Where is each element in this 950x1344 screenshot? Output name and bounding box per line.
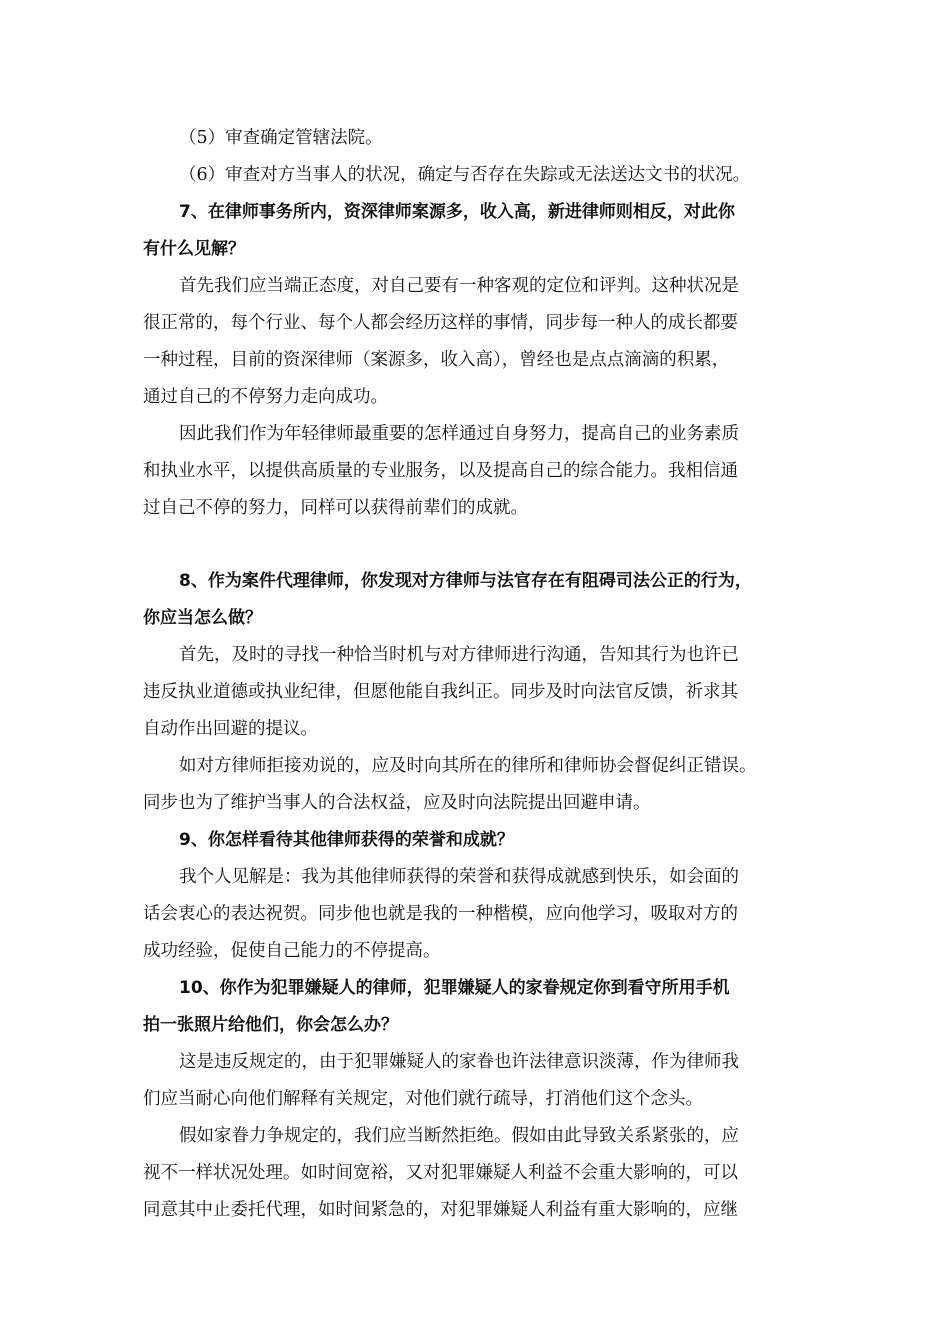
question-7-line-1: 7、在律师事务所内，资深律师案源多，收入高，新进律师则相反，对此你: [179, 202, 735, 222]
question-7-line-2: 有什么见解？: [143, 239, 245, 259]
answer-7-p1-line-3: 一种过程，目前的资深律师（案源多，收入高），曾经也是点点滴滴的积累，: [143, 350, 730, 370]
answer-7-p2-line-2: 和执业水平，以提供高质量的专业服务，以及提高自己的综合能力。我相信通: [143, 461, 738, 481]
item-6: （6）审查对方当事人的状况，确定与否存在失踪或无法送达文书的状况。: [179, 165, 751, 185]
answer-7-p1-line-4: 通过自己的不停努力走向成功。: [143, 387, 388, 407]
answer-8-p1-line-3: 自动作出回避的提议。: [143, 719, 318, 739]
question-10-line-2: 拍一张照片给他们，你会怎么办？: [143, 1015, 398, 1035]
answer-10-p1-line-2: 们应当耐心向他们解释有关规定，对他们就行疏导，打消他们这个念头。: [143, 1089, 703, 1109]
answer-9-line-1: 我个人见解是：我为其他律师获得的荣誉和获得成就感到快乐，如会面的: [179, 867, 739, 887]
answer-8-p2-line-1: 如对方律师拒接劝说的，应及时向其所在的律所和律师协会督促纠正错误。: [179, 756, 757, 776]
answer-10-p1-line-1: 这是违反规定的，由于犯罪嫌疑人的家眷也许法律意识淡薄，作为律师我: [179, 1052, 739, 1072]
question-8-line-2: 你应当怎么做？: [143, 608, 262, 628]
document-page: [143, 120, 813, 1229]
answer-10-p2-line-1: 假如家眷力争规定的，我们应当断然拒绝。假如由此导致关系紧张的，应: [179, 1126, 739, 1146]
answer-9-line-3: 成功经验，促使自己能力的不停提高。: [143, 941, 441, 961]
answer-7-p2-line-3: 过自己不停的努力，同样可以获得前辈们的成就。: [143, 498, 528, 518]
question-8-line-1: 8、作为案件代理律师，你发现对方律师与法官存在有阻碍司法公正的行为，: [179, 571, 752, 591]
item-5: （5）审查确定管辖法院。: [179, 128, 383, 148]
question-9: 9、你怎样看待其他律师获得的荣誉和成就？: [179, 830, 514, 850]
answer-7-p2-line-1: 因此我们作为年轻律师最重要的怎样通过自身努力，提高自己的业务素质: [179, 424, 739, 444]
question-10-line-1: 10、你作为犯罪嫌疑人的律师，犯罪嫌疑人的家眷规定你到看守所用手机: [179, 978, 730, 998]
answer-10-p2-line-2: 视不一样状况处理。如时间宽裕，又对犯罪嫌疑人利益不会重大影响的，可以: [143, 1163, 738, 1183]
answer-8-p1-line-2: 违反执业道德或执业纪律，但愿他能自我纠正。同步及时向法官反馈，祈求其: [143, 682, 738, 702]
answer-9-line-2: 话会衷心的表达祝贺。同步他也就是我的一种楷模，应向他学习，吸取对方的: [143, 904, 738, 924]
answer-10-p2-line-3: 同意其中止委托代理，如时间紧急的，对犯罪嫌疑人利益有重大影响的，应继: [143, 1200, 738, 1220]
answer-7-p1-line-1: 首先我们应当端正态度，对自己要有一种客观的定位和评判。这种状况是: [179, 276, 739, 296]
answer-8-p2-line-2: 同步也为了维护当事人的合法权益，应及时向法院提出回避申请。: [143, 793, 651, 813]
answer-8-p1-line-1: 首先，及时的寻找一种恰当时机与对方律师进行沟通，告知其行为也许已: [179, 645, 739, 665]
blank-line: [143, 527, 813, 563]
answer-7-p1-line-2: 很正常的，每个行业、每个人都会经历这样的事情，同步每一种人的成长都要: [143, 313, 738, 333]
